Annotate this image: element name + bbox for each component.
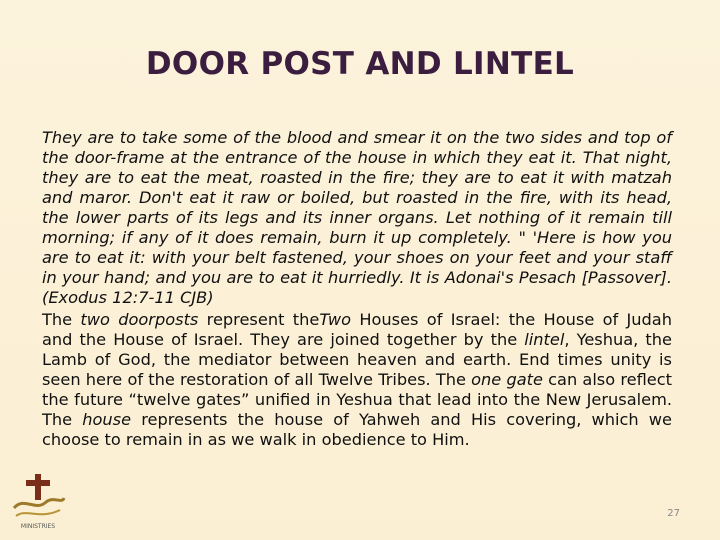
emphasis-house: house [82, 410, 132, 429]
emphasis-two: Two [319, 310, 352, 329]
emphasis-one-gate: one gate [471, 370, 543, 389]
text-run: , Yeshua, the Lamb of God, the mediator between heaven and earth. End times unity is seen here of the restoration of all Twelve Tribes. The [42, 330, 672, 389]
text-run: represent the [198, 310, 320, 329]
commentary-paragraph [42, 310, 672, 450]
slide-title: DOOR POST AND LINTEL [145, 46, 575, 82]
text-run: can also reflect the future “twelve gates” unified in Yeshua that lead into the New Jerusalem. The [42, 370, 672, 429]
scripture-quote: They are to take some of the blood and smear it on the two sides and top of the door-frame at the entrance of the house in which they eat it. That night, they are to eat the meat, roasted in the fire; they are to eat it with matzah and maror. Don't eat it raw or boiled, but roasted in the fire, with its head, the lower parts of its legs and its inner organs. Let nothing of it remain till morning; if any of it does remain, burn it up completely. " 'Here is how you are to eat it: with your belt fastened, your shoes on your feet and your staff in your hand; and you are to eat it hurriedly. It is Adonai's Pesach [Passover]. (Exodus 12:7-11 CJB) [42, 128, 672, 307]
slide-body [42, 128, 672, 452]
logo-caption: MINISTRIES [20, 523, 56, 530]
text-run: Houses of Israel: the House of Judah and the House of Israel. They are joined together by the [42, 310, 672, 349]
ministry-logo-icon [6, 468, 70, 532]
page-number: 27 [667, 508, 680, 519]
text-run: The [42, 310, 81, 329]
text-run: represents the house of Yahweh and His covering, which we choose to remain in as we walk in obedience to Him. [42, 410, 672, 449]
emphasis-lintel: lintel [524, 330, 565, 349]
emphasis-two-doorposts: two doorposts [80, 310, 199, 329]
